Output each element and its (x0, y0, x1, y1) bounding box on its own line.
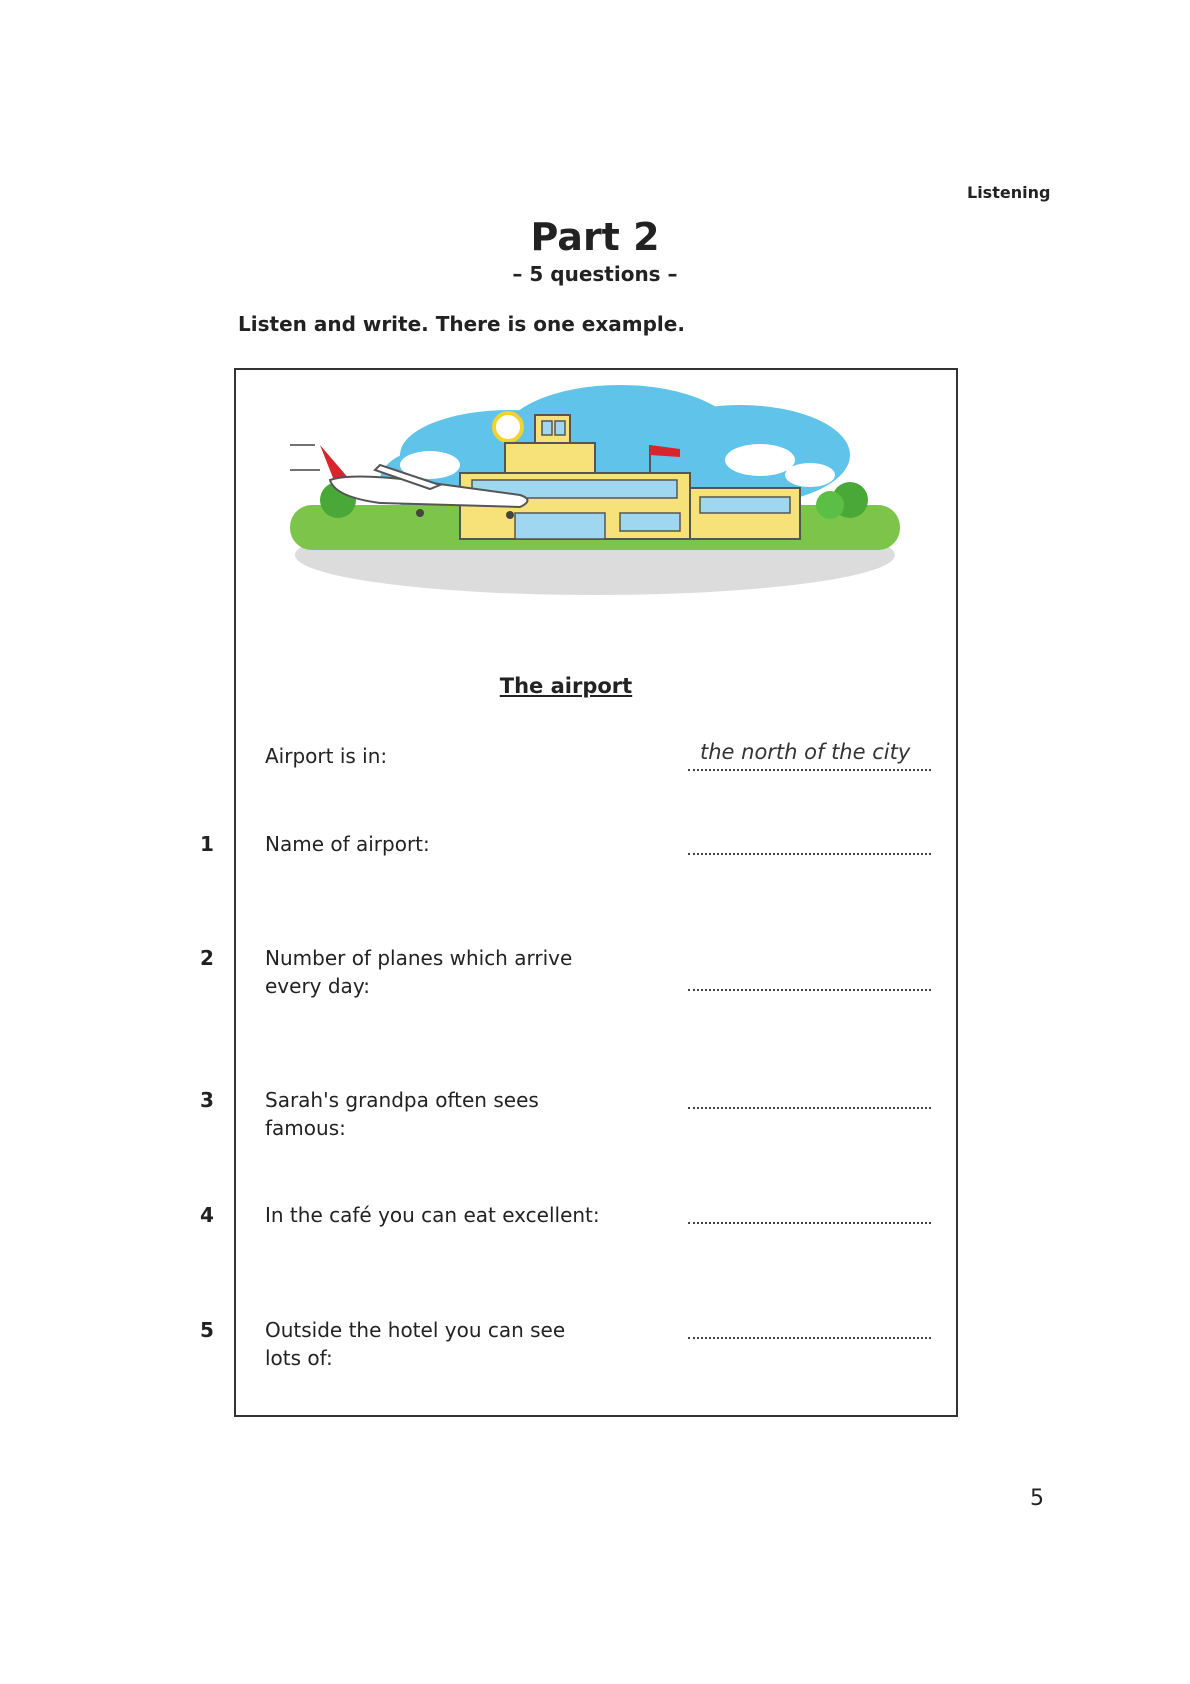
section-label: Listening (967, 183, 1051, 202)
question-number: 2 (200, 946, 214, 970)
answer-line-4[interactable] (688, 1222, 931, 1224)
question-label: In the café you can eat excellent: (265, 1203, 600, 1227)
question-number: 4 (200, 1203, 214, 1227)
box-title: The airport (499, 674, 633, 698)
question-number: 5 (200, 1318, 214, 1342)
question-number: 3 (200, 1088, 214, 1112)
answer-line-2[interactable] (688, 989, 931, 991)
example-label: Airport is in: (265, 744, 388, 768)
part-subtitle: – 5 questions – (512, 262, 678, 286)
example-answer: the north of the city (700, 740, 911, 764)
question-label: Name of airport: (265, 832, 430, 856)
example-answer-line (688, 769, 931, 771)
airport-illustration (290, 385, 900, 610)
question-number: 1 (200, 832, 214, 856)
answer-line-5[interactable] (688, 1337, 931, 1339)
answer-line-1[interactable] (688, 853, 931, 855)
page-number: 5 (1030, 1486, 1044, 1511)
instructions: Listen and write. There is one example. (238, 312, 685, 336)
question-label: Number of planes which arrive every day: (265, 946, 573, 998)
question-label: Outside the hotel you can see lots of: (265, 1318, 566, 1370)
question-label: Sarah's grandpa often sees famous: (265, 1088, 539, 1140)
answer-line-3[interactable] (688, 1107, 931, 1109)
part-title: Part 2 (530, 215, 660, 259)
